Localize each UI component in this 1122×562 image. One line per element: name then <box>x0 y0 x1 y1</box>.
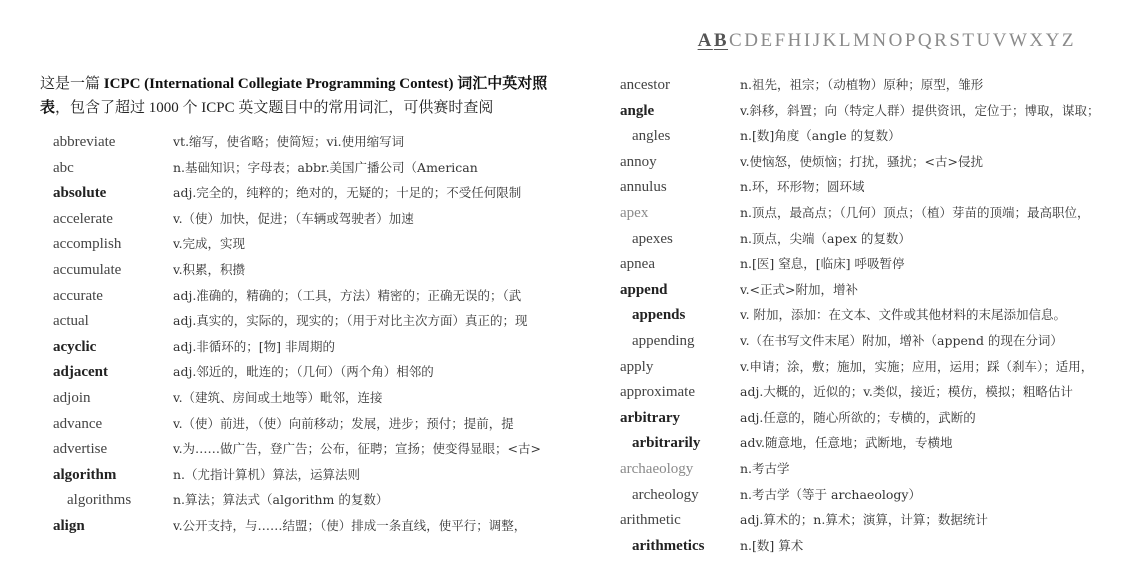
vocab-definition: n.（尤指计算机）算法，运算法则 <box>173 466 361 482</box>
vocab-entry <box>620 510 1110 536</box>
vocab-word: arbitrarily <box>632 435 701 452</box>
vocab-entry <box>620 459 1110 485</box>
vocab-definition: n.环，环形物；圆环域 <box>740 179 865 195</box>
vocab-definition: vt.缩写，使省略；使简短；vi.使用缩写词 <box>173 134 405 149</box>
vocab-word: angle <box>620 102 655 119</box>
vocab-entry <box>40 234 580 260</box>
vocab-word: archaeology <box>620 460 694 477</box>
vocab-word: absolute <box>53 185 107 202</box>
intro-text-end: ，包含了超过 1000 个 ICPC 英文题目中的常用词汇，可供赛时查阅 <box>55 100 494 116</box>
alpha-letter-k[interactable]: K <box>822 30 838 51</box>
vocab-entry <box>620 101 1110 127</box>
vocab-word: arithmetics <box>632 537 705 554</box>
vocab-definition: adj.准确的，精确的；（工具，方法）精密的；正确无误的；（武 <box>173 287 522 303</box>
vocab-word: append <box>620 281 668 298</box>
vocab-entry <box>40 439 580 465</box>
vocab-entry <box>620 229 1110 255</box>
alpha-letter-v[interactable]: V <box>992 30 1008 51</box>
alpha-letter-s[interactable]: S <box>949 30 962 51</box>
vocab-entry <box>620 126 1110 152</box>
vocab-word: accelerate <box>53 210 113 227</box>
alpha-letter-w[interactable]: W <box>1008 30 1029 51</box>
vocab-entry <box>40 158 580 184</box>
vocab-entry <box>40 209 580 235</box>
vocab-definition: n.[数] 算术 <box>740 537 804 553</box>
vocab-definition: n.顶点，尖端（apex 的复数） <box>740 230 911 246</box>
vocab-word: accumulate <box>53 261 122 278</box>
vocab-definition: n.考古学（等于 archaeology） <box>740 486 921 502</box>
vocab-entry <box>40 311 580 337</box>
alpha-letter-c[interactable]: C <box>729 30 744 51</box>
vocab-definition: adj.邻近的，毗连的；（几何）（两个角）相邻的 <box>173 364 434 380</box>
vocab-entry <box>40 183 580 209</box>
vocab-word: arithmetic <box>620 512 681 529</box>
cut-off-row <box>40 556 580 562</box>
vocab-entry <box>620 408 1110 434</box>
vocab-entry <box>620 203 1110 229</box>
vocab-word: advance <box>53 415 103 432</box>
alpha-letter-o[interactable]: O <box>888 30 904 51</box>
vocab-entry <box>40 260 580 286</box>
alpha-letter-t[interactable]: T <box>962 30 976 51</box>
vocab-entry <box>40 465 580 491</box>
vocab-definition: v.斜移，斜置；向（特定人群）提供资讯，定位于；博取，谋取； <box>740 102 1100 118</box>
vocab-definition: v.使恼怒，使烦恼；打扰，骚扰；<古>侵扰 <box>740 153 984 169</box>
vocab-word: align <box>53 517 85 534</box>
vocab-word: actual <box>53 313 89 330</box>
vocab-definition: v.积累，积攒 <box>173 261 246 277</box>
vocab-word: algorithms <box>67 492 132 509</box>
vocab-definition: adj.任意的，随心所欲的；专横的，武断的 <box>740 409 976 425</box>
vocab-entry <box>40 490 580 516</box>
vocab-definition: adj.真实的，实际的，现实的；（用于对比主次方面）真正的；现 <box>173 313 528 329</box>
vocab-word: annoy <box>620 153 657 170</box>
vocab-entry <box>40 362 580 388</box>
right-entry-list <box>620 75 1110 561</box>
vocab-word: apexes <box>632 230 673 247</box>
vocab-definition: n.[医] 窒息，[临床] 呼吸暂停 <box>740 256 905 272</box>
vocab-entry <box>620 331 1110 357</box>
alpha-letter-j[interactable]: J <box>812 30 822 51</box>
vocab-word: annulus <box>620 179 667 196</box>
vocab-word: accomplish <box>53 236 122 253</box>
vocab-entry <box>620 485 1110 511</box>
vocab-entry <box>40 414 580 440</box>
alpha-letter-y[interactable]: Y <box>1045 30 1061 51</box>
alpha-letter-e[interactable]: E <box>760 30 774 51</box>
vocab-word: arbitrary <box>620 409 680 426</box>
vocab-word: apply <box>620 358 654 375</box>
vocab-definition: adj.完全的，纯粹的；绝对的，无疑的；十足的；不受任何限制 <box>173 185 522 201</box>
vocab-word: adjoin <box>53 389 91 406</box>
vocab-definition: n.顶点，最高点；（几何）顶点；（植）芽苗的顶端；最高职位， <box>740 204 1090 220</box>
alpha-letter-l[interactable]: L <box>838 30 852 51</box>
vocab-word: appending <box>632 332 695 349</box>
vocab-word: ancestor <box>620 77 670 93</box>
alpha-letter-h[interactable]: H <box>787 30 803 51</box>
vocab-definition: n.考古学 <box>740 460 790 476</box>
vocab-definition: n.基础知识；字母表；abbr.美国广播公司（American <box>173 159 478 175</box>
alpha-letter-a[interactable]: A <box>697 30 713 51</box>
vocab-entry <box>40 132 580 158</box>
left-column <box>40 72 580 542</box>
vocab-entry <box>620 382 1110 408</box>
vocab-word: approximate <box>620 384 695 401</box>
alphabet-index <box>698 30 1076 52</box>
alpha-letter-b[interactable]: B <box>713 30 729 51</box>
vocab-word: archeology <box>632 486 699 503</box>
vocab-definition: n.[数]角度（angle 的复数） <box>740 128 901 144</box>
alpha-letter-d[interactable]: D <box>744 30 760 51</box>
vocab-word: accurate <box>53 287 103 304</box>
intro-text-start: 这是一篇 <box>40 76 104 92</box>
vocab-word: abbreviate <box>53 134 116 150</box>
vocab-word: algorithm <box>53 466 117 483</box>
alpha-letter-r[interactable]: R <box>934 30 949 51</box>
vocab-definition: v.（建筑、房间或土地等）毗邻，连接 <box>173 389 383 405</box>
vocab-word: angles <box>632 128 671 145</box>
vocab-entry <box>40 286 580 312</box>
intro-title: ICPC (International Collegiate Programming Contest) 词汇中英对照表 <box>40 76 548 116</box>
vocab-definition: adj.非循环的；[物] 非周期的 <box>173 338 336 354</box>
vocab-definition: v. 附加，添加：在文本、文件或其他材料的末尾添加信息。 <box>740 307 1067 323</box>
vocab-definition: adj.算术的；n.算术；演算，计算；数据统计 <box>740 512 988 528</box>
vocab-word: acyclic <box>53 338 97 355</box>
vocab-word: apex <box>620 204 649 221</box>
vocab-entry <box>620 305 1110 331</box>
right-column <box>620 75 1110 561</box>
alpha-letter-u[interactable]: U <box>976 30 992 51</box>
vocab-definition: v.公开支持，与……结盟；（使）排成一条直线，使平行；调整， <box>173 517 527 533</box>
vocab-definition: n.祖先，祖宗；（动植物）原种；原型，雏形 <box>740 77 984 92</box>
alpha-letter-f[interactable]: F <box>774 30 787 51</box>
vocab-entry <box>40 516 580 542</box>
alpha-letter-p[interactable]: P <box>904 30 917 51</box>
vocab-entry <box>620 536 1110 562</box>
left-entry-list <box>40 132 580 542</box>
alpha-letter-z[interactable]: Z <box>1061 30 1075 51</box>
vocab-definition: v.（使）前进，（使）向前移动；发展，进步；预付；提前，提 <box>173 415 514 431</box>
vocab-definition: adj.大概的，近似的；v.类似，接近；模仿，模拟；粗略估计 <box>740 384 1073 400</box>
alpha-letter-q[interactable]: Q <box>917 30 934 51</box>
vocab-word: appends <box>632 307 686 324</box>
alpha-letter-m[interactable]: M <box>852 30 872 51</box>
vocab-entry <box>620 177 1110 203</box>
vocab-entry <box>620 433 1110 459</box>
vocab-entry <box>40 388 580 414</box>
alpha-letter-x[interactable]: X <box>1029 30 1045 51</box>
vocab-definition: v.完成，实现 <box>173 236 246 252</box>
vocab-word: apnea <box>620 256 655 273</box>
vocab-entry <box>620 75 1110 101</box>
vocab-definition: v.<正式>附加，增补 <box>740 281 858 297</box>
intro-paragraph <box>40 72 565 120</box>
vocab-word: adjacent <box>53 364 108 381</box>
vocab-entry <box>620 357 1110 383</box>
vocab-word: abc <box>53 159 74 176</box>
vocab-entry <box>620 152 1110 178</box>
vocab-definition: adv.随意地，任意地；武断地，专横地 <box>740 435 953 451</box>
alpha-letter-i[interactable]: I <box>803 30 812 51</box>
vocab-definition: v.（使）加快，促进；（车辆或驾驶者）加速 <box>173 210 414 226</box>
vocab-definition: v.申请；涂，敷；施加，实施；应用，运用；踩（刹车）；适用， <box>740 358 1094 374</box>
vocab-word: advertise <box>53 441 108 458</box>
alpha-letter-n[interactable]: N <box>872 30 888 51</box>
vocab-entry <box>620 280 1110 306</box>
vocab-entry <box>620 254 1110 280</box>
vocab-definition: n.算法；算法式（algorithm 的复数） <box>173 492 389 508</box>
vocab-entry <box>40 337 580 363</box>
vocab-definition: v.为……做广告，登广告；公布，征聘；宣扬；使变得显眼；<古> <box>173 441 542 457</box>
vocab-definition: v.（在书写文件末尾）附加，增补（append 的现在分词） <box>740 332 1063 348</box>
